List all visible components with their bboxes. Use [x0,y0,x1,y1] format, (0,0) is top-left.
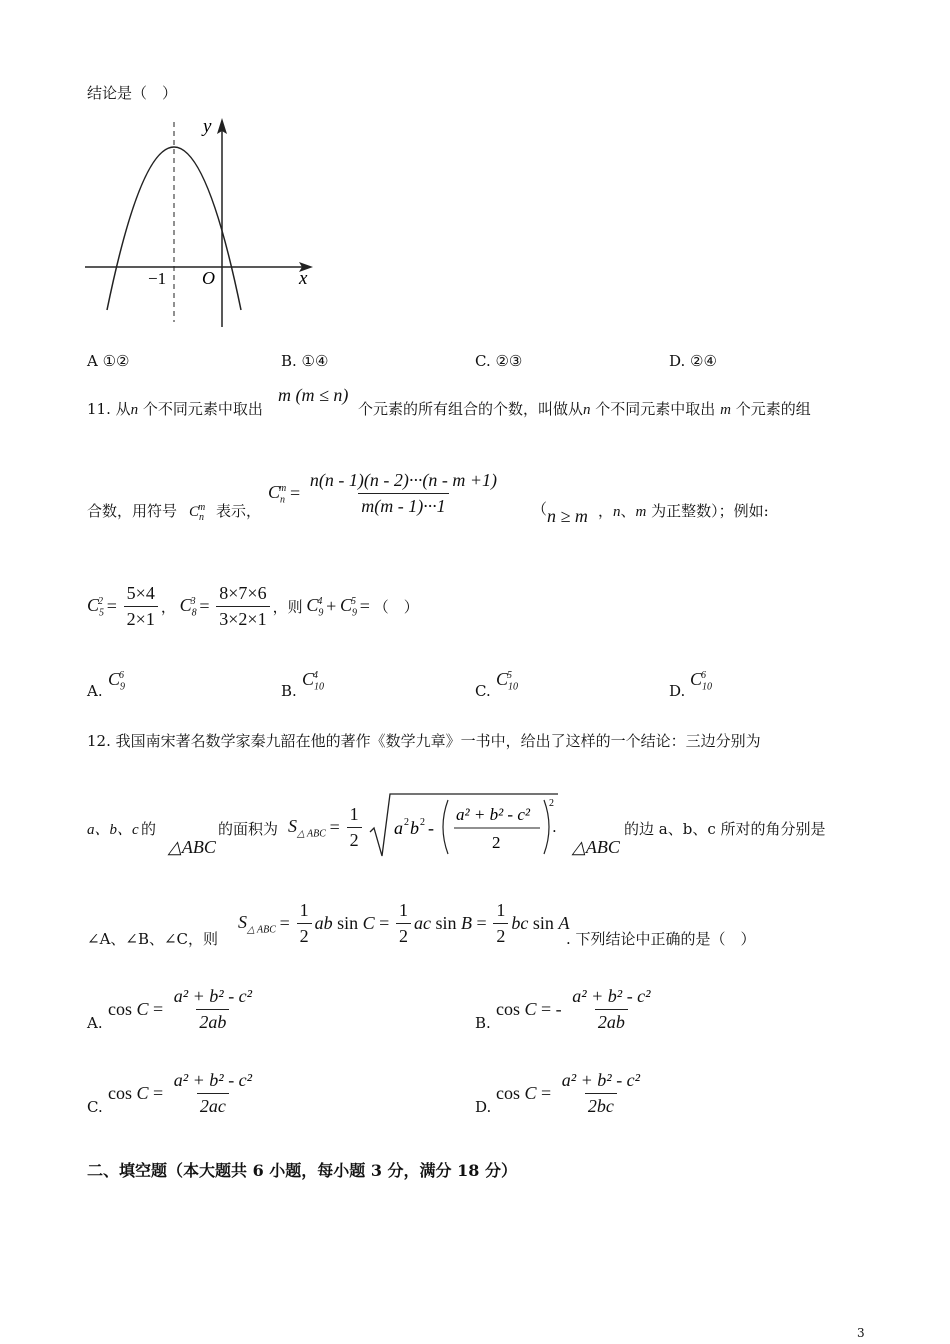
q11-symbol: $C_n^m$ [189,502,206,523]
q11-text4: 个元素的组 [730,400,811,418]
q12-triangle-2: △ABC [572,837,620,857]
q12-option-d[interactable]: D. [475,1098,492,1116]
origin-label: O [202,268,215,288]
page-number: 3 [857,1326,865,1340]
q10-option-a[interactable]: A ①② [87,352,130,370]
q11-then: ，则 [272,600,303,616]
q11-ask: （ ） [373,600,419,616]
q11-option-a-expr: $C_9^6$ [108,669,126,693]
q11-examples: $C_5^2$ = $\frac{5\times 4}{2\times 1}$ ， $C_8^3$ = $\frac{8\times 7\times 6}{3\times 2\times 1}$ ，则 $C_9^4 + C_9^5$ = （ ） [87,583,419,629]
q12-dot: . [552,818,557,836]
q12-de: 的 [141,820,157,838]
q11-paren: （ [532,500,548,518]
q11-l2-show: 表示， [216,502,262,520]
q12-abc: a、b、c [87,822,139,838]
section2-heading: 二、填空题（本大题共 6 小题，每小题 3 分，满分 18 分） [87,1161,517,1180]
svg-text:a: a [394,818,404,838]
q11-text2: 个元素的所有组合的个数，叫做从 [358,400,584,418]
q11-l2-end: ，n、m 为正整数）；例如: [598,502,769,520]
q11-integers: 为正整数）；例如: [651,502,769,520]
x-label: x [299,268,308,289]
q10-option-d[interactable]: D. ②④ [669,352,717,370]
comb-numerator: n(n - 1)(n - 2)···(n - m +1) [309,470,497,490]
q11-l2-start: 合数，用符号 [87,502,178,520]
heron-frac-den: 2 [492,833,501,852]
q12-angles: ∠A、∠B、∠C，则 [87,930,219,948]
svg-text:2: 2 [404,817,410,828]
q12-heron-formula: $S_{\triangle ABC}$ = $\frac{1}{2}$ a 2 b 2 - a² + b² - c² 2 2 [288,792,560,863]
q12-option-a[interactable]: A. [87,1014,103,1032]
q11-line1 [87,398,263,419]
ex1-numerator: 5×4 [126,583,155,603]
ex2-numerator: 8×7×6 [219,583,267,603]
q11-condition: n ≥ m [547,506,588,526]
q11-option-a[interactable]: A. [87,682,103,700]
sqrt-sign [368,792,560,858]
svg-text:2: 2 [549,798,555,809]
heron-frac-num: a² + b² - c² [456,805,531,824]
q12-option-c-expr: cos C = $\frac{\text{a² + b² - c²}}{2ac}$ [108,1070,253,1116]
q11-text3: 个不同元素中取出 [590,400,716,418]
q11-text1: 个不同元素中取出 [138,400,263,418]
q12-sine-formula: $S_{\triangle ABC}$ = $\frac{1}{2}$ ab sin C = $\frac{1}{2}$ ac sin B = $\frac{1}{2}$ bc sin A [238,900,570,946]
q12-sides: 的边 a、b、c 所对的角分别是 [624,820,826,838]
neg1-label: −1 [148,269,167,288]
q12-conclude: . 下列结论中正确的是（ ） [566,930,756,948]
q12-line1: 12. 我国南宋著名数学家秦九韶在他的著作《数学九章》一书中，给出了这样的一个结论：三边分别为 [87,732,761,750]
q12-option-d-expr: cos C = $\frac{\text{a² + b² - c²}}{2bc}$ [496,1070,641,1116]
ex1-denominator: 2×1 [124,606,158,630]
svg-text:b: b [410,818,420,838]
ex2-denominator: 3×2×1 [216,606,269,630]
q11-option-c-expr: $C_{10}^5$ [496,669,519,693]
q11-prefix: 11. 从 [87,400,131,418]
q12-option-c[interactable]: C. [87,1098,103,1116]
q11-n2: n [583,402,591,418]
comb-denominator: m(m - 1)···1 [358,493,448,517]
q12-option-a-expr: cos C = $\frac{\text{a² + b² - c²}}{2ab}$ [108,986,253,1032]
q10-option-b[interactable]: B. ①④ [281,352,329,370]
svg-text:2: 2 [420,817,426,828]
q11-line1-rest: 个元素的所有组合的个数，叫做从n 个不同元素中取出 m 个元素的组 [358,400,811,418]
q12-option-b[interactable]: B. [475,1014,491,1032]
q11-option-c[interactable]: C. [475,682,491,700]
svg-text:-: - [428,818,435,838]
q12-option-b-expr: cos C = - $\frac{\text{a² + b² - c²}}{2ab}$ [496,986,651,1032]
q10-option-c[interactable]: C. ②③ [475,352,523,370]
q11-option-b-expr: $C_{10}^4$ [302,669,325,693]
q11-comb-formula: $C_n^m$ = $\frac{n(n - 1)(n - 2)\cdot\cdot\cdot(n - m +1)}{m(m - 1)\cdot\cdot\cdot 1}$ [268,470,503,517]
q11-m-expr: m (m ≤ n) [278,385,349,405]
q11-option-d[interactable]: D. [669,682,686,700]
intro-text: 结论是（ ） [87,84,178,102]
q11-comma: ， [598,502,614,520]
q12-area-text: 的面积为 [218,820,279,838]
q11-option-b[interactable]: B. [281,682,297,700]
y-label: y [203,116,212,137]
parabola-graph [85,112,320,327]
q11-option-d-expr: $C_{10}^6$ [690,669,713,693]
q11-n: n [130,402,139,418]
q12-triangle-1: △ABC [168,837,216,857]
